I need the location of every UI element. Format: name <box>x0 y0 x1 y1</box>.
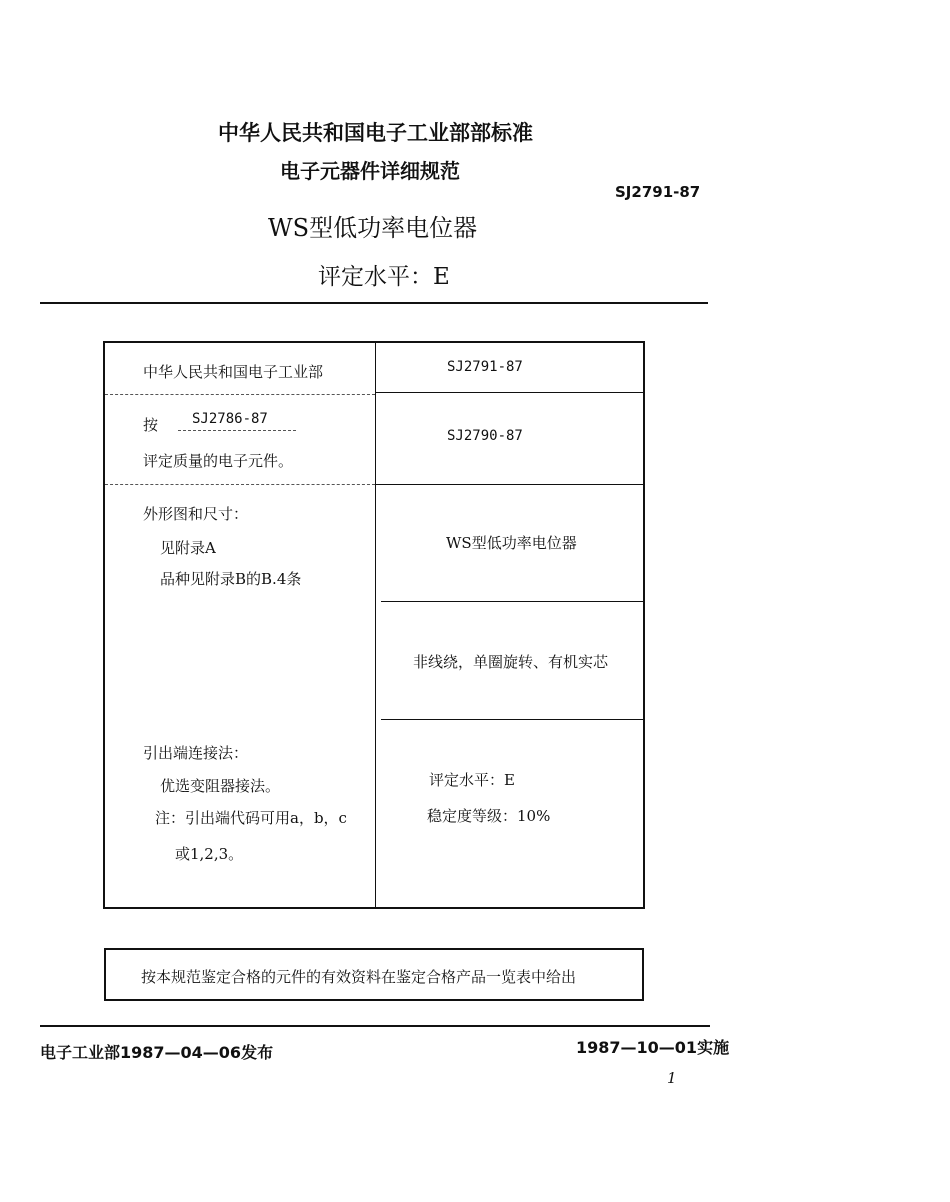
stability-grade-cell: 稳定度等级：10% <box>427 807 551 825</box>
spec-category-title: 电子元器件详细规范 <box>280 159 460 183</box>
per-suffix: 评定质量的电子元件。 <box>143 452 294 470</box>
assessment-level-heading: 评定水平：E <box>318 264 450 290</box>
notice-top-border <box>104 948 644 950</box>
outline-appendix-b: 品种见附录B的B.4条 <box>160 570 302 588</box>
outline-appendix-a: 见附录A <box>160 539 216 557</box>
document-title: WS型低功率电位器 <box>268 214 478 242</box>
terminal-title: 引出端连接法： <box>143 744 249 762</box>
row-divider <box>376 484 643 485</box>
generic-spec-code-cell: SJ2790-87 <box>447 428 523 444</box>
per-prefix: 按 <box>143 416 159 434</box>
table-right-border <box>643 341 645 909</box>
issuer-cell: 中华人民共和国电子工业部 <box>143 363 324 381</box>
effective-date: 1987—10—01实施 <box>576 1038 730 1057</box>
table-left-border <box>103 341 105 909</box>
table-bottom-border <box>103 907 645 909</box>
header-rule <box>40 302 708 304</box>
spec-code-cell: SJ2791-87 <box>447 359 523 375</box>
notice-left-border <box>104 948 106 1001</box>
row-divider <box>381 601 643 602</box>
footer-rule <box>40 1025 710 1027</box>
terminal-note: 注：引出端代码可用a，b，c <box>155 809 347 827</box>
row-divider <box>105 484 375 485</box>
row-divider <box>105 394 375 395</box>
assessment-level-cell: 评定水平：E <box>429 771 515 789</box>
outline-title: 外形图和尺寸： <box>143 505 249 523</box>
issue-date: 电子工业部1987—04—06发布 <box>40 1043 274 1062</box>
row-divider <box>376 392 643 393</box>
notice-right-border <box>642 948 644 1001</box>
terminal-note-cont: 或1,2,3。 <box>175 845 244 863</box>
product-name-cell: WS型低功率电位器 <box>446 534 577 552</box>
standard-code: SJ2791-87 <box>615 183 701 201</box>
row-divider <box>381 719 643 720</box>
qualification-notice: 按本规范鉴定合格的元件的有效资料在鉴定合格产品一览表中给出 <box>141 968 577 986</box>
code-underline <box>178 430 296 431</box>
notice-bottom-border <box>104 999 644 1001</box>
table-column-divider <box>375 341 376 909</box>
page-number: 1 <box>667 1069 677 1087</box>
product-description-cell: 非线绕，单圈旋转、有机实芯 <box>413 653 609 671</box>
standard-issuer-title: 中华人民共和国电子工业部部标准 <box>218 121 533 145</box>
per-standard-code: SJ2786-87 <box>192 411 268 427</box>
terminal-connection: 优选变阻器接法。 <box>160 777 281 795</box>
table-top-border <box>103 341 645 343</box>
